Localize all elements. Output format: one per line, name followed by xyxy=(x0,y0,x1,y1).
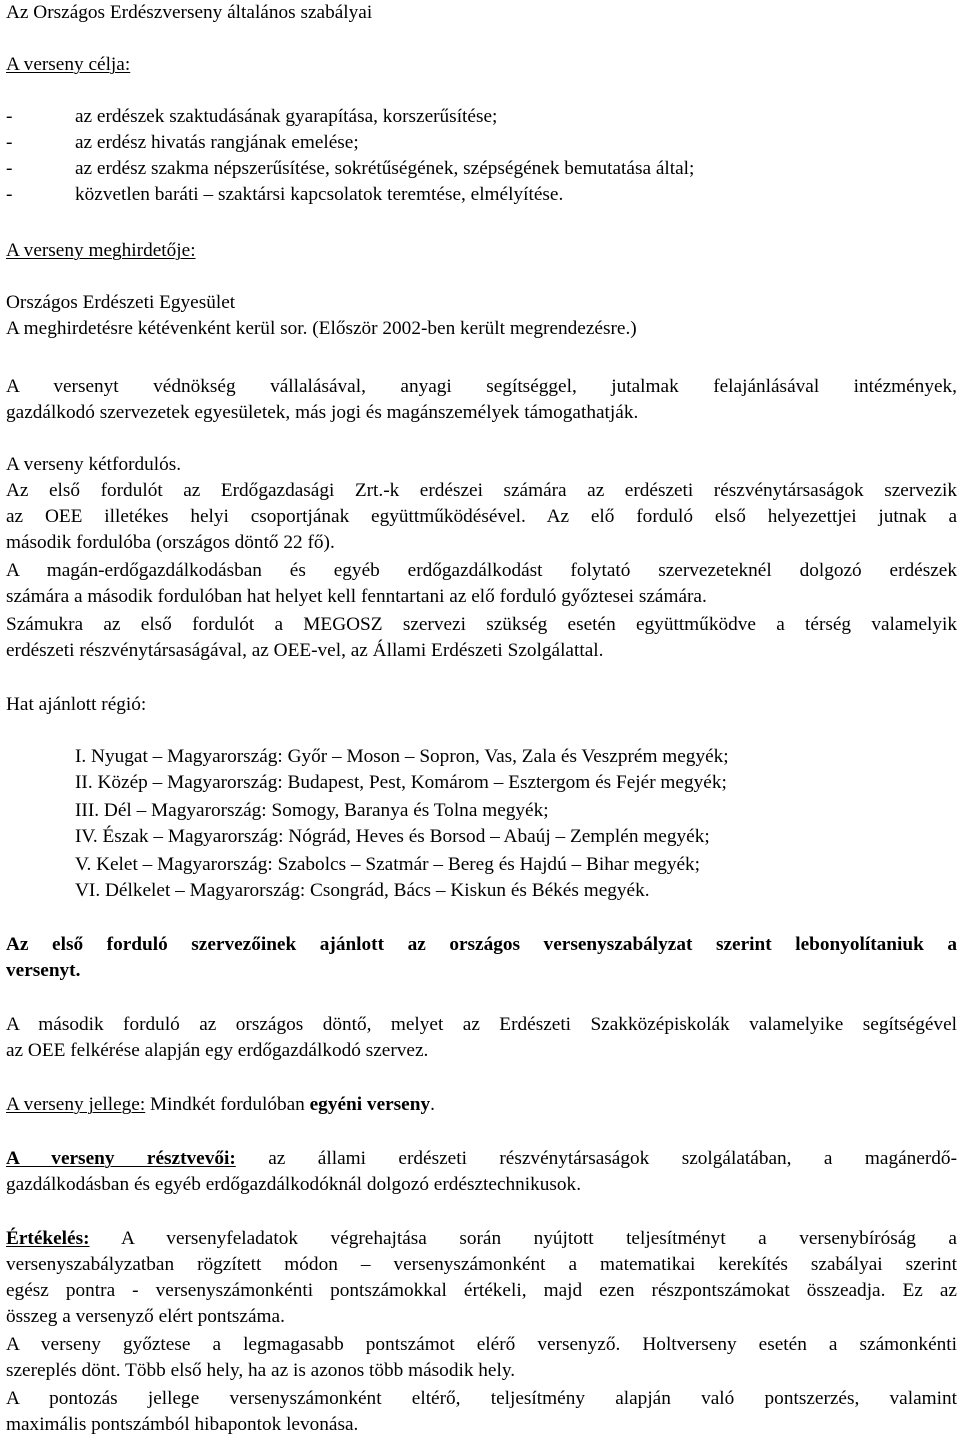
rounds-heading: A verseny kétfordulós. xyxy=(6,454,182,475)
evaluation-text-line: A verseny győztese a legmagasabb pontszámot elérő versenyző. Holtverseny esetén a számonkénti xyxy=(6,1334,957,1355)
announcer-frequency: A meghirdetésre kétévenként kerül sor. (Először 2002-ben került megrendezésre.) xyxy=(6,318,637,339)
region-item: I. Nyugat – Magyarország: Győr – Moson – Sopron, Vas, Zala és Veszprém megyék; xyxy=(75,746,729,767)
goal-item: az erdészek szaktudásának gyarapítása, korszerűsítése; xyxy=(75,106,498,127)
region-item: VI. Délkelet – Magyarország: Csongrád, Bács – Kiskun és Békés megyék. xyxy=(75,880,650,901)
rounds-text-line: erdészeti részvénytársaságával, az OEE-vel, az Állami Erdészeti Szolgálattal. xyxy=(6,640,604,661)
sponsor-text-line: gazdálkodó szervezetek egyesületek, más jogi és magánszemélyek támogathatják. xyxy=(6,402,639,423)
goal-heading: A verseny célja: xyxy=(6,54,131,75)
announcer-heading: A verseny meghirdetője: xyxy=(6,240,196,261)
organizers-text-line: Az első forduló szervezőinek ajánlott az országos versenyszabályzat szerint lebonyolítaniuk a xyxy=(6,934,957,955)
character-line xyxy=(6,1092,957,1118)
participants-text-line: gazdálkodásban és egyéb erdőgazdálkodóknál dolgozó erdésztechnikusok. xyxy=(6,1174,582,1195)
sponsor-text-line: A versenyt védnökség vállalásával, anyagi segítséggel, jutalmak felajánlásával intézmények, xyxy=(6,376,957,397)
regions-heading: Hat ajánlott régió: xyxy=(6,694,147,715)
goal-bullet: - xyxy=(6,184,13,205)
evaluation-heading: Értékelés: xyxy=(6,1228,90,1249)
rounds-text-line: második fordulóba (országos döntő 22 fő). xyxy=(6,532,335,553)
character-heading: A verseny jellege: xyxy=(6,1094,146,1115)
evaluation-text-line: A pontozás jellege versenyszámonként eltérő, teljesítmény alapján való pontszerzés, valamint xyxy=(6,1388,957,1409)
character-value: egyéni verseny xyxy=(309,1094,431,1115)
goal-bullet: - xyxy=(6,106,13,127)
second-round-text-line: A második forduló az országos döntő, melyet az Erdészeti Szakközépiskolák valamelyike segítségével xyxy=(6,1014,957,1035)
character-period: . xyxy=(430,1094,435,1115)
goal-item: az erdész hivatás rangjának emelése; xyxy=(75,132,359,153)
character-text: Mindkét fordulóban xyxy=(145,1094,310,1115)
goal-bullet: - xyxy=(6,132,13,153)
rounds-text-line: számára a második fordulóban hat helyet kell fenntartani az elő forduló győztesei számára. xyxy=(6,586,707,607)
document-title: Az Országos Erdészverseny általános szabályai xyxy=(6,2,373,23)
region-item: II. Közép – Magyarország: Budapest, Pest, Komárom – Esztergom és Fejér megyék; xyxy=(75,772,727,793)
goal-item: az erdész szakma népszerűsítése, sokrétűségének, szépségének bemutatása által; xyxy=(75,158,695,179)
participants-heading: A verseny résztvevői: xyxy=(6,1148,236,1169)
participants-text: az állami erdészeti részvénytársaságok szolgálatában, a magánerdő- xyxy=(235,1148,957,1169)
evaluation-text-line: versenyszabályzatban rögzített módon – versenyszámonként a matematikai kerekítés szabályai szerint xyxy=(6,1254,957,1275)
rounds-text-line: Az első fordulót az Erdőgazdasági Zrt.-k erdészei számára az erdészeti részvénytársaságok szervezik xyxy=(6,480,957,501)
evaluation-text-line: szereplés dönt. Több első hely, ha az is azonos több második hely. xyxy=(6,1360,516,1381)
evaluation-text-line: összeg a versenyző elért pontszáma. xyxy=(6,1306,285,1327)
announcer-name: Országos Erdészeti Egyesület xyxy=(6,292,236,313)
second-round-text-line: az OEE felkérése alapján egy erdőgazdálkodó szervez. xyxy=(6,1040,429,1061)
participants-line xyxy=(6,1146,957,1172)
goal-bullet: - xyxy=(6,158,13,179)
rounds-text-line: A magán-erdőgazdálkodásban és egyéb erdőgazdálkodást folytató szervezeteknél dolgozó erdészek xyxy=(6,560,957,581)
evaluation-text: A versenyfeladatok végrehajtása során nyújtott teljesítményt a versenybíróság a xyxy=(89,1228,957,1249)
evaluation-text-line: egész pontra - versenyszámonkénti pontszámokkal értékeli, majd ezen részpontszámokat összeadja. Ez az xyxy=(6,1280,957,1301)
goal-item: közvetlen baráti – szaktársi kapcsolatok teremtése, elmélyítése. xyxy=(75,184,564,205)
region-item: V. Kelet – Magyarország: Szabolcs – Szatmár – Bereg és Hajdú – Bihar megyék; xyxy=(75,854,701,875)
region-item: III. Dél – Magyarország: Somogy, Baranya és Tolna megyék; xyxy=(75,800,549,821)
region-item: IV. Észak – Magyarország: Nógrád, Heves és Borsod – Abaúj – Zemplén megyék; xyxy=(75,826,710,847)
evaluation-line xyxy=(6,1226,957,1252)
organizers-text-line: versenyt. xyxy=(6,960,81,981)
evaluation-text-line: maximális pontszámból hibapontok levonása. xyxy=(6,1414,359,1435)
rounds-text-line: az OEE illetékes helyi csoportjának együttműködésével. Az elő forduló első helyezettjei jutnak a xyxy=(6,506,957,527)
rounds-text-line: Számukra az első fordulót a MEGOSZ szervezi szükség esetén együttműködve a térség valamelyik xyxy=(6,614,957,635)
